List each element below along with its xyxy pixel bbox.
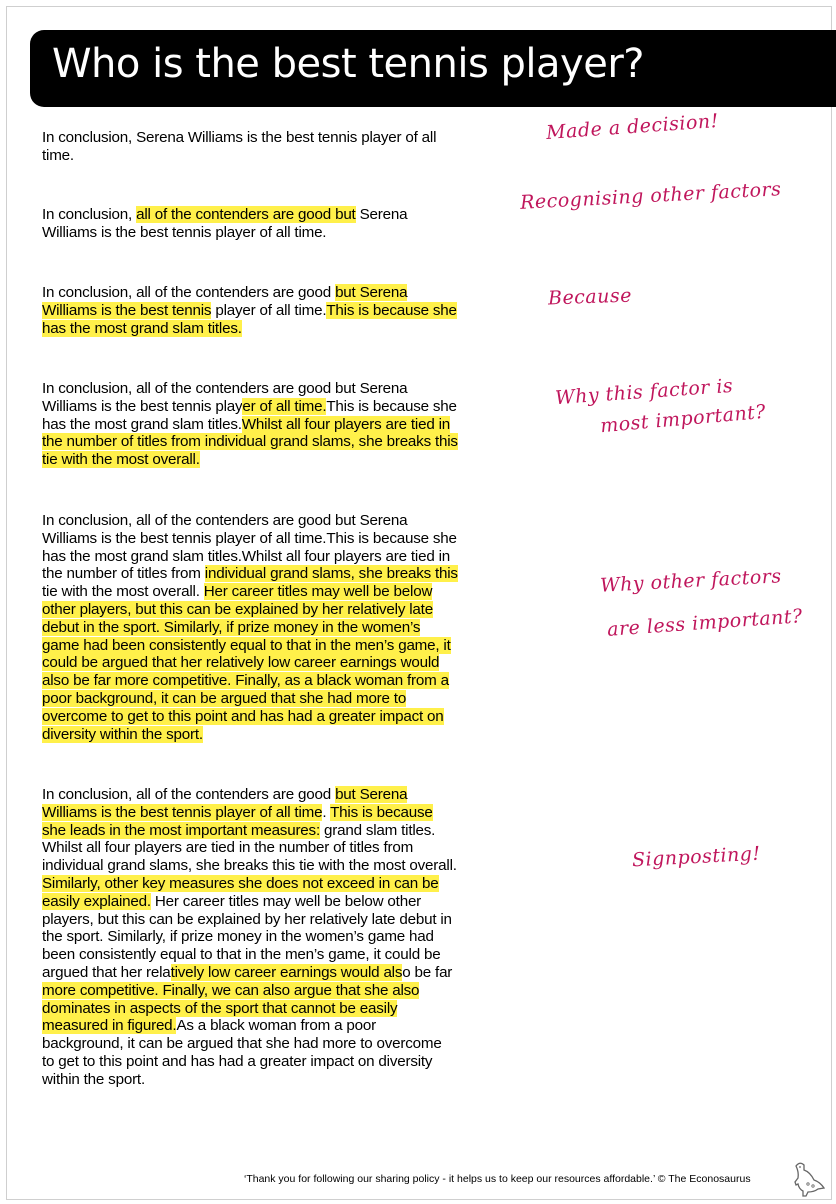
highlighted-text: easily explained.	[42, 892, 151, 910]
text-line	[42, 1017, 457, 1035]
highlighted-text: Her career titles may well be below	[203, 583, 433, 601]
body-text: This is because she	[326, 397, 457, 415]
note-most-important: most important?	[599, 400, 767, 438]
text-line	[42, 583, 458, 601]
note-why-this-factor: Why this factor is	[554, 374, 734, 410]
text-line	[42, 708, 458, 726]
body-text: Serena	[355, 206, 408, 223]
text-line	[42, 1035, 457, 1053]
text-line	[42, 690, 458, 708]
text-line	[42, 206, 407, 224]
text-line	[42, 129, 436, 147]
body-text: argued that her rela	[42, 963, 171, 981]
highlighted-text: poor background, it can be argued that she had more to	[42, 689, 407, 707]
body-text: Williams is the best tennis player of all time.This is because she	[42, 529, 457, 547]
highlighted-text: could be argued that her relatively low career earnings would	[42, 654, 440, 672]
text-line	[42, 530, 458, 548]
highlighted-text: more competitive. Finally, we can also argue that she also	[42, 981, 420, 999]
body-text: In conclusion,	[42, 206, 137, 223]
note-recognising-other-factors: Recognising other factors	[519, 178, 782, 214]
text-line	[42, 875, 457, 893]
highlighted-text: dominates in aspects of the sport that cannot be easily	[42, 999, 398, 1017]
text-line	[42, 601, 458, 619]
body-text: In conclusion, all of the contenders are good	[42, 786, 336, 803]
body-text: player of all time.	[211, 301, 327, 319]
note-because: Because	[547, 284, 633, 310]
note-are-less-important: are less important?	[606, 605, 804, 641]
paragraph-3	[42, 284, 457, 337]
highlighted-text: measured in figured.	[42, 1017, 177, 1035]
econosaurus-dinosaur-logo	[788, 1158, 830, 1200]
body-text: grand slam titles.	[319, 821, 436, 839]
body-text: individual grand slams, she breaks this tie with the most overall.	[42, 857, 457, 875]
text-line	[42, 1000, 457, 1018]
highlighted-text: other players, but this can be explained by her relatively late	[42, 600, 433, 618]
note-made-a-decision: Made a decision!	[545, 109, 720, 145]
text-line	[42, 284, 457, 302]
highlighted-text: the number of titles from individual grand slams, she breaks this	[42, 433, 458, 451]
text-line	[42, 637, 458, 655]
note-signposting: Signposting!	[631, 842, 762, 872]
body-text: the sport. Similarly, if prize money in the women’s game had	[42, 928, 434, 946]
text-line	[42, 398, 458, 416]
text-line	[42, 822, 457, 840]
paragraph-5	[42, 512, 458, 743]
body-text: time.	[42, 146, 74, 164]
body-text: Williams is the best tennis player of all time.	[42, 223, 327, 241]
body-text: tie with the most overall.	[42, 583, 204, 601]
highlighted-text: overcome to get to this point and has had a greater impact on	[42, 707, 444, 725]
text-line	[42, 804, 457, 822]
highlighted-text: diversity within the sport.	[42, 725, 203, 743]
text-line	[42, 320, 457, 338]
body-text: has the most grand slam titles.	[42, 415, 242, 433]
text-line	[42, 726, 458, 744]
body-text: Her career titles may well be below other	[150, 892, 422, 910]
paragraph-6	[42, 786, 457, 1089]
text-line	[42, 982, 457, 1000]
body-text: the number of titles from	[42, 565, 205, 583]
paragraph-4	[42, 380, 458, 469]
body-text: As a black woman from a poor	[176, 1017, 376, 1035]
text-line	[42, 911, 457, 929]
text-line	[42, 224, 407, 242]
highlighted-text: has the most grand slam titles.	[42, 319, 242, 337]
body-text: background, it can be argued that she had more to overcome	[42, 1035, 442, 1053]
body-text: Whilst all four players are tied in the number of titles from	[42, 839, 414, 857]
body-text: In conclusion, all of the contenders are good but Serena	[42, 380, 408, 397]
text-line	[42, 451, 458, 469]
text-line	[42, 893, 457, 911]
text-line	[42, 786, 457, 804]
highlighted-text: individual grand slams, she breaks this	[204, 565, 458, 583]
text-line	[42, 512, 458, 530]
body-text: In conclusion, all of the contenders are good but Serena	[42, 512, 408, 529]
body-text: In conclusion, all of the contenders are good	[42, 284, 336, 301]
text-line	[42, 672, 458, 690]
text-line	[42, 946, 457, 964]
body-text: Williams is the best tennis play	[42, 397, 243, 415]
highlighted-text: er of all time.	[242, 397, 327, 415]
text-line	[42, 302, 457, 320]
body-text: been consistently equal to that in the men’s game, it could be	[42, 946, 441, 964]
text-line	[42, 147, 436, 165]
text-line	[42, 857, 457, 875]
highlighted-text: but Serena	[335, 284, 408, 301]
body-text: o be far	[402, 963, 453, 981]
text-line	[42, 380, 458, 398]
body-text: In conclusion, Serena Williams is the best tennis player of all	[42, 129, 437, 146]
body-text: players, but this can be explained by her relatively late debut in	[42, 910, 452, 928]
text-line	[42, 1071, 457, 1089]
body-text: to get to this point and has had a greater impact on diversity	[42, 1052, 433, 1070]
highlighted-text: but Serena	[335, 786, 408, 803]
body-text: has the most grand slam titles.Whilst all four players are tied in	[42, 547, 451, 565]
paragraph-2	[42, 206, 407, 242]
note-why-other-factors: Why other factors	[599, 565, 783, 597]
highlighted-text: tie with the most overall.	[42, 451, 200, 469]
text-line	[42, 654, 458, 672]
highlighted-text: Whilst all four players are tied in	[241, 415, 451, 433]
text-line	[42, 416, 458, 434]
highlighted-text: This is because she	[326, 301, 457, 319]
text-line	[42, 548, 458, 566]
paragraph-1	[42, 129, 436, 165]
text-line	[42, 619, 458, 637]
highlighted-text: Williams is the best tennis	[42, 301, 212, 319]
highlighted-text: tively low career earnings would als	[170, 963, 403, 981]
text-line	[42, 928, 457, 946]
text-line	[42, 839, 457, 857]
highlighted-text: also be far more competitive. Finally, as a black woman from a	[42, 672, 449, 690]
highlighted-text: she leads in the most important measures:	[42, 821, 320, 839]
highlighted-text: This is because	[330, 803, 433, 821]
highlighted-text: game had been consistently equal to that in the men’s game, it	[42, 636, 451, 654]
text-line	[42, 1053, 457, 1071]
title-bar	[30, 30, 836, 107]
highlighted-text: all of the contenders are good but	[136, 206, 356, 223]
page-title: Who is the best tennis player?	[52, 41, 644, 87]
highlighted-text: Williams is the best tennis player of all time	[42, 803, 323, 821]
footer-sharing-policy: ‘Thank you for following our sharing policy - it helps us to keep our resources affordable.’ © The Econosaurus	[244, 1173, 751, 1185]
highlighted-text: Similarly, other key measures she does not exceed in can be	[42, 874, 439, 892]
body-text: .	[322, 803, 331, 821]
text-line	[42, 964, 457, 982]
text-line	[42, 565, 458, 583]
text-line	[42, 433, 458, 451]
body-text: within the sport.	[42, 1070, 145, 1088]
highlighted-text: debut in the sport. Similarly, if prize money in the women’s	[42, 618, 421, 636]
